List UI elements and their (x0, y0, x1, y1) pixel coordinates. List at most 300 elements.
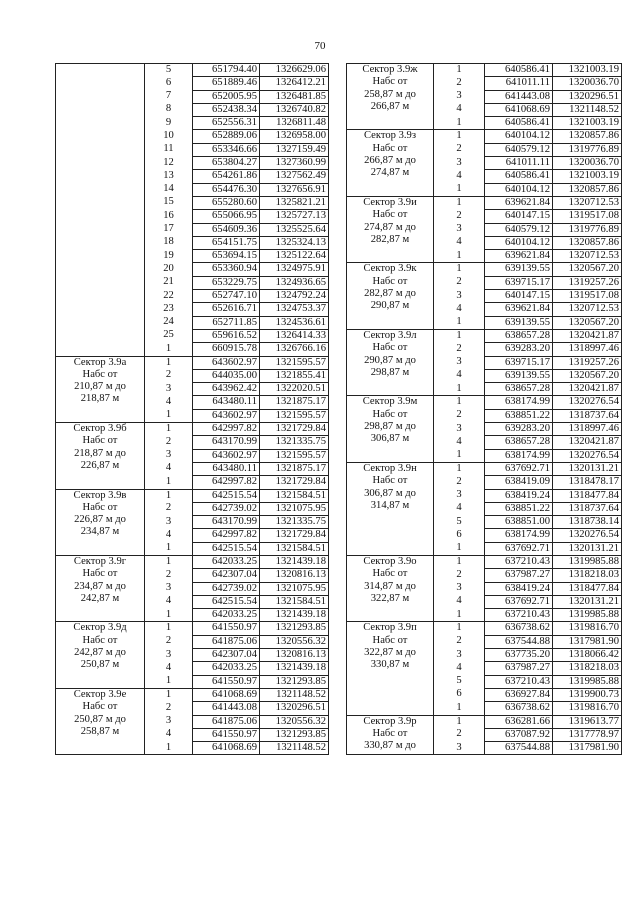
y-coordinate: 1326740.82 (260, 103, 329, 116)
point-number: 4 (434, 502, 485, 515)
x-coordinate: 640104.12 (485, 236, 553, 249)
point-number: 1 (434, 117, 485, 130)
sector-label-line: Сектор 3.9р (363, 715, 417, 727)
sector-label (56, 489, 145, 555)
x-coordinate: 639139.55 (485, 316, 553, 329)
x-coordinate: 640586.41 (485, 170, 553, 183)
point-number: 4 (434, 595, 485, 608)
x-coordinate: 639621.84 (485, 196, 553, 209)
x-coordinate: 653229.75 (193, 276, 260, 289)
sector-label-line: Набс от (372, 209, 408, 221)
y-coordinate: 1319776.89 (553, 143, 622, 156)
y-coordinate: 1326481.85 (260, 90, 329, 103)
sector-label-line: 250,87 м до (74, 713, 126, 725)
table-row (56, 688, 329, 701)
point-number: 3 (145, 449, 193, 462)
table-row (347, 263, 622, 276)
sector-label-line: Сектор 3.9к (363, 263, 417, 275)
y-coordinate: 1320131.21 (553, 595, 622, 608)
table-row (347, 622, 622, 635)
x-coordinate: 636281.66 (485, 715, 553, 728)
x-coordinate: 639621.84 (485, 250, 553, 263)
point-number: 1 (145, 489, 193, 502)
y-coordinate: 1318737.64 (553, 502, 622, 515)
sector-label-line: 234,87 м (80, 526, 120, 538)
sector-label-line: Сектор 3.9в (73, 489, 127, 501)
y-coordinate: 1320567.20 (553, 369, 622, 382)
y-coordinate: 1321075.95 (260, 502, 329, 515)
sector-label-line: 258,87 м до (364, 88, 416, 100)
y-coordinate: 1321875.17 (260, 396, 329, 409)
point-number: 2 (145, 702, 193, 715)
point-number: 2 (434, 343, 485, 356)
sector-label (347, 64, 434, 130)
sector-label-line: 210,87 м до (74, 381, 126, 393)
point-number: 1 (145, 476, 193, 489)
x-coordinate: 660915.78 (193, 343, 260, 356)
point-number: 2 (434, 276, 485, 289)
y-coordinate: 1320816.13 (260, 569, 329, 582)
x-coordinate: 642033.25 (193, 662, 260, 675)
point-number: 3 (434, 489, 485, 502)
sector-label-line: Набс от (372, 76, 408, 88)
x-coordinate: 641550.97 (193, 728, 260, 741)
x-coordinate: 636738.62 (485, 702, 553, 715)
sector-label (347, 555, 434, 621)
table-row (56, 423, 329, 436)
x-coordinate: 642997.82 (193, 423, 260, 436)
x-coordinate: 639139.55 (485, 263, 553, 276)
y-coordinate: 1321148.52 (260, 742, 329, 755)
sector-label-line: Набс от (82, 435, 118, 447)
x-coordinate: 637210.43 (485, 609, 553, 622)
point-number: 1 (145, 409, 193, 422)
point-number: 7 (145, 90, 193, 103)
sector-label-line: 274,87 м (370, 167, 410, 179)
x-coordinate: 643170.99 (193, 436, 260, 449)
sector-label-line: Сектор 3.9г (73, 555, 127, 567)
sector-label-line: Набс от (82, 501, 118, 513)
x-coordinate: 654261.86 (193, 170, 260, 183)
x-coordinate: 641068.69 (193, 742, 260, 755)
point-number: 4 (434, 170, 485, 183)
point-number: 1 (434, 64, 485, 77)
sector-label-line: Сектор 3.9д (73, 622, 127, 634)
sector-label-line: Набс от (82, 368, 118, 380)
x-coordinate: 638851.00 (485, 516, 553, 529)
point-number: 3 (434, 423, 485, 436)
point-number: 4 (434, 436, 485, 449)
y-coordinate: 1319816.70 (553, 702, 622, 715)
x-coordinate: 652438.34 (193, 103, 260, 116)
y-coordinate: 1319776.89 (553, 223, 622, 236)
sector-label-line: 274,87 м до (364, 221, 416, 233)
y-coordinate: 1320712.53 (553, 196, 622, 209)
x-coordinate: 643962.42 (193, 383, 260, 396)
x-coordinate: 643170.99 (193, 516, 260, 529)
y-coordinate: 1320131.21 (553, 542, 622, 555)
point-number: 19 (145, 250, 193, 263)
y-coordinate: 1320276.54 (553, 396, 622, 409)
y-coordinate: 1320276.54 (553, 529, 622, 542)
y-coordinate: 1325727.13 (260, 210, 329, 223)
y-coordinate: 1318218.03 (553, 569, 622, 582)
y-coordinate: 1321595.57 (260, 356, 329, 369)
y-coordinate: 1321439.18 (260, 555, 329, 568)
x-coordinate: 640586.41 (485, 117, 553, 130)
y-coordinate: 1320421.87 (553, 329, 622, 342)
point-number: 3 (434, 223, 485, 236)
sector-label (56, 555, 145, 621)
point-number: 3 (434, 356, 485, 369)
y-coordinate: 1320857.86 (553, 236, 622, 249)
y-coordinate: 1321148.52 (260, 688, 329, 701)
x-coordinate: 655280.60 (193, 196, 260, 209)
y-coordinate: 1320567.20 (553, 316, 622, 329)
x-coordinate: 640104.12 (485, 130, 553, 143)
point-number: 10 (145, 130, 193, 143)
point-number: 15 (145, 196, 193, 209)
y-coordinate: 1321293.85 (260, 622, 329, 635)
x-coordinate: 637210.43 (485, 555, 553, 568)
sector-label-line: 282,87 м до (364, 288, 416, 300)
y-coordinate: 1321729.84 (260, 423, 329, 436)
point-number: 12 (145, 157, 193, 170)
point-number: 1 (434, 250, 485, 263)
point-number: 1 (434, 449, 485, 462)
x-coordinate: 642739.02 (193, 582, 260, 595)
y-coordinate: 1320556.32 (260, 715, 329, 728)
x-coordinate: 652711.85 (193, 316, 260, 329)
y-coordinate: 1319257.26 (553, 356, 622, 369)
sector-label-line: 298,87 м (370, 366, 410, 378)
sector-label-line: 290,87 м до (364, 354, 416, 366)
sector-label-line: Набс от (372, 727, 408, 739)
sector-label-line: 290,87 м (370, 300, 410, 312)
point-number: 1 (145, 542, 193, 555)
sector-label (347, 622, 434, 715)
x-coordinate: 641875.06 (193, 635, 260, 648)
point-number: 4 (145, 529, 193, 542)
table-row (347, 715, 622, 728)
x-coordinate: 638174.99 (485, 449, 553, 462)
point-number: 8 (145, 103, 193, 116)
sector-label-line: Сектор 3.9е (73, 688, 127, 700)
y-coordinate: 1321003.19 (553, 117, 622, 130)
table-row (56, 622, 329, 635)
x-coordinate: 652556.31 (193, 117, 260, 130)
point-number: 1 (145, 622, 193, 635)
x-coordinate: 638174.99 (485, 396, 553, 409)
y-coordinate: 1321584.51 (260, 542, 329, 555)
y-coordinate: 1327360.99 (260, 157, 329, 170)
x-coordinate: 642033.25 (193, 555, 260, 568)
table-row (347, 555, 622, 568)
y-coordinate: 1321335.75 (260, 516, 329, 529)
x-coordinate: 651794.40 (193, 64, 260, 77)
sector-label-line: Набс от (372, 568, 408, 580)
point-number: 2 (145, 436, 193, 449)
sector-label-line: Набс от (372, 142, 408, 154)
y-coordinate: 1318997.46 (553, 343, 622, 356)
point-number: 3 (145, 715, 193, 728)
y-coordinate: 1319517.08 (553, 210, 622, 223)
y-coordinate: 1321293.85 (260, 728, 329, 741)
point-number: 1 (434, 609, 485, 622)
y-coordinate: 1318997.46 (553, 423, 622, 436)
y-coordinate: 1321003.19 (553, 64, 622, 77)
point-number: 1 (434, 542, 485, 555)
sector-label (56, 423, 145, 489)
point-number: 1 (434, 396, 485, 409)
x-coordinate: 653346.66 (193, 143, 260, 156)
x-coordinate: 640104.12 (485, 183, 553, 196)
x-coordinate: 653804.27 (193, 157, 260, 170)
y-coordinate: 1318066.42 (553, 649, 622, 662)
sector-label-line: Набс от (82, 701, 118, 713)
sector-label-line: 250,87 м (80, 659, 120, 671)
y-coordinate: 1321729.84 (260, 529, 329, 542)
point-number: 1 (434, 263, 485, 276)
x-coordinate: 642515.54 (193, 489, 260, 502)
point-number: 2 (434, 728, 485, 741)
point-number: 4 (145, 595, 193, 608)
point-number: 5 (434, 516, 485, 529)
x-coordinate: 638419.24 (485, 582, 553, 595)
table-row (56, 489, 329, 502)
y-coordinate: 1320857.86 (553, 130, 622, 143)
table-row (347, 329, 622, 342)
point-number: 6 (145, 77, 193, 90)
x-coordinate: 642033.25 (193, 609, 260, 622)
sector-label-line: Сектор 3.9и (363, 196, 417, 208)
point-number: 1 (434, 316, 485, 329)
y-coordinate: 1319985.88 (553, 675, 622, 688)
point-number: 4 (145, 462, 193, 475)
sector-label-line: Набс от (82, 568, 118, 580)
point-number: 1 (145, 555, 193, 568)
sector-label-line: 226,87 м до (74, 514, 126, 526)
x-coordinate: 638851.22 (485, 409, 553, 422)
y-coordinate: 1326766.16 (260, 343, 329, 356)
sector-label-line: 306,87 м (370, 433, 410, 445)
sector-label-line: Набс от (372, 408, 408, 420)
table-row (347, 462, 622, 475)
point-number: 14 (145, 183, 193, 196)
sector-label-line: Сектор 3.9з (363, 130, 417, 142)
y-coordinate: 1321075.95 (260, 582, 329, 595)
x-coordinate: 642997.82 (193, 529, 260, 542)
y-coordinate: 1320567.20 (553, 263, 622, 276)
sector-label-line: 322,87 м (370, 592, 410, 604)
y-coordinate: 1325525.64 (260, 223, 329, 236)
x-coordinate: 654151.75 (193, 236, 260, 249)
sector-label (347, 329, 434, 395)
point-number: 2 (434, 569, 485, 582)
point-number: 1 (145, 343, 193, 356)
x-coordinate: 640147.15 (485, 290, 553, 303)
x-coordinate: 637692.71 (485, 542, 553, 555)
x-coordinate: 638851.22 (485, 502, 553, 515)
sector-label-line: Набс от (372, 342, 408, 354)
point-number: 4 (434, 369, 485, 382)
x-coordinate: 637735.20 (485, 649, 553, 662)
sector-label (56, 64, 145, 357)
x-coordinate: 653360.94 (193, 263, 260, 276)
sector-label (56, 356, 145, 422)
point-number: 3 (434, 290, 485, 303)
x-coordinate: 637987.27 (485, 662, 553, 675)
table-row (56, 555, 329, 568)
point-number: 1 (434, 183, 485, 196)
y-coordinate: 1324975.91 (260, 263, 329, 276)
point-number: 2 (434, 409, 485, 422)
y-coordinate: 1327562.49 (260, 170, 329, 183)
point-number: 1 (145, 742, 193, 755)
y-coordinate: 1321595.57 (260, 409, 329, 422)
point-number: 1 (434, 383, 485, 396)
y-coordinate: 1321729.84 (260, 476, 329, 489)
sector-label-line: 234,87 м до (74, 580, 126, 592)
y-coordinate: 1321003.19 (553, 170, 622, 183)
sector-label-line: 218,87 м до (74, 447, 126, 459)
point-number: 3 (434, 742, 485, 755)
x-coordinate: 642515.54 (193, 595, 260, 608)
sector-label (347, 715, 434, 755)
sector-label-line: Сектор 3.9ж (362, 64, 418, 75)
x-coordinate: 651889.46 (193, 77, 260, 90)
x-coordinate: 636927.84 (485, 688, 553, 701)
point-number: 2 (434, 77, 485, 90)
point-number: 4 (434, 303, 485, 316)
x-coordinate: 638419.24 (485, 489, 553, 502)
y-coordinate: 1321148.52 (553, 103, 622, 116)
point-number: 18 (145, 236, 193, 249)
y-coordinate: 1320421.87 (553, 383, 622, 396)
sector-label-line: 314,87 м до (364, 580, 416, 592)
y-coordinate: 1321335.75 (260, 436, 329, 449)
point-number: 2 (434, 476, 485, 489)
x-coordinate: 641550.97 (193, 622, 260, 635)
y-coordinate: 1325821.21 (260, 196, 329, 209)
point-number: 1 (434, 555, 485, 568)
sector-label (56, 688, 145, 754)
point-number: 3 (434, 649, 485, 662)
y-coordinate: 1319816.70 (553, 622, 622, 635)
x-coordinate: 640579.12 (485, 143, 553, 156)
y-coordinate: 1322020.51 (260, 383, 329, 396)
sector-label-line: 298,87 м до (364, 421, 416, 433)
y-coordinate: 1320556.32 (260, 635, 329, 648)
sector-label-line: Набс от (372, 475, 408, 487)
y-coordinate: 1326414.33 (260, 329, 329, 342)
point-number: 3 (145, 383, 193, 396)
y-coordinate: 1317981.90 (553, 635, 622, 648)
x-coordinate: 652616.71 (193, 303, 260, 316)
point-number: 5 (145, 64, 193, 77)
point-number: 25 (145, 329, 193, 342)
point-number: 1 (434, 702, 485, 715)
y-coordinate: 1318738.14 (553, 516, 622, 529)
sector-label-line: Сектор 3.9о (363, 555, 417, 567)
point-number: 20 (145, 263, 193, 276)
y-coordinate: 1320816.13 (260, 649, 329, 662)
y-coordinate: 1324936.65 (260, 276, 329, 289)
x-coordinate: 638657.28 (485, 436, 553, 449)
point-number: 1 (434, 715, 485, 728)
x-coordinate: 642307.04 (193, 569, 260, 582)
y-coordinate: 1317778.97 (553, 728, 622, 741)
point-number: 24 (145, 316, 193, 329)
point-number: 1 (145, 356, 193, 369)
sector-label-line: 306,87 м до (364, 487, 416, 499)
point-number: 2 (434, 635, 485, 648)
x-coordinate: 641068.69 (193, 688, 260, 701)
y-coordinate: 1325324.13 (260, 236, 329, 249)
y-coordinate: 1321595.57 (260, 449, 329, 462)
point-number: 3 (145, 516, 193, 529)
point-number: 1 (145, 675, 193, 688)
y-coordinate: 1318737.64 (553, 409, 622, 422)
point-number: 22 (145, 290, 193, 303)
sector-label-line: 242,87 м (80, 592, 120, 604)
y-coordinate: 1320036.70 (553, 77, 622, 90)
point-number: 17 (145, 223, 193, 236)
y-coordinate: 1324536.61 (260, 316, 329, 329)
x-coordinate: 652889.06 (193, 130, 260, 143)
y-coordinate: 1326811.48 (260, 117, 329, 130)
x-coordinate: 637544.88 (485, 742, 553, 755)
coordinates-table-right (346, 63, 622, 755)
point-number: 3 (145, 582, 193, 595)
table-row (56, 64, 329, 77)
page-number: 70 (314, 40, 326, 52)
y-coordinate: 1321439.18 (260, 662, 329, 675)
x-coordinate: 642307.04 (193, 649, 260, 662)
x-coordinate: 642739.02 (193, 502, 260, 515)
sector-label-line: Сектор 3.9п (363, 622, 417, 634)
x-coordinate: 643602.97 (193, 356, 260, 369)
x-coordinate: 638174.99 (485, 529, 553, 542)
point-number: 2 (434, 143, 485, 156)
point-number: 1 (434, 329, 485, 342)
x-coordinate: 638419.09 (485, 476, 553, 489)
point-number: 23 (145, 303, 193, 316)
point-number: 5 (434, 675, 485, 688)
y-coordinate: 1319257.26 (553, 276, 622, 289)
y-coordinate: 1321855.41 (260, 369, 329, 382)
y-coordinate: 1319985.88 (553, 555, 622, 568)
sector-label-line: 330,87 м до (364, 740, 416, 752)
point-number: 1 (434, 622, 485, 635)
x-coordinate: 655066.95 (193, 210, 260, 223)
coordinates-table-left (55, 63, 329, 755)
sector-label (347, 263, 434, 329)
x-coordinate: 642515.54 (193, 542, 260, 555)
point-number: 4 (434, 103, 485, 116)
sector-label-line: 218,87 м (80, 393, 120, 405)
point-number: 21 (145, 276, 193, 289)
point-number: 4 (145, 396, 193, 409)
point-number: 13 (145, 170, 193, 183)
sector-label-line: 322,87 м до (364, 647, 416, 659)
sector-label-line: 330,87 м (370, 659, 410, 671)
y-coordinate: 1318477.84 (553, 489, 622, 502)
x-coordinate: 659616.52 (193, 329, 260, 342)
x-coordinate: 640579.12 (485, 223, 553, 236)
sector-label-line: Сектор 3.9л (363, 329, 417, 341)
sector-label-line: Сектор 3.9н (363, 462, 417, 474)
